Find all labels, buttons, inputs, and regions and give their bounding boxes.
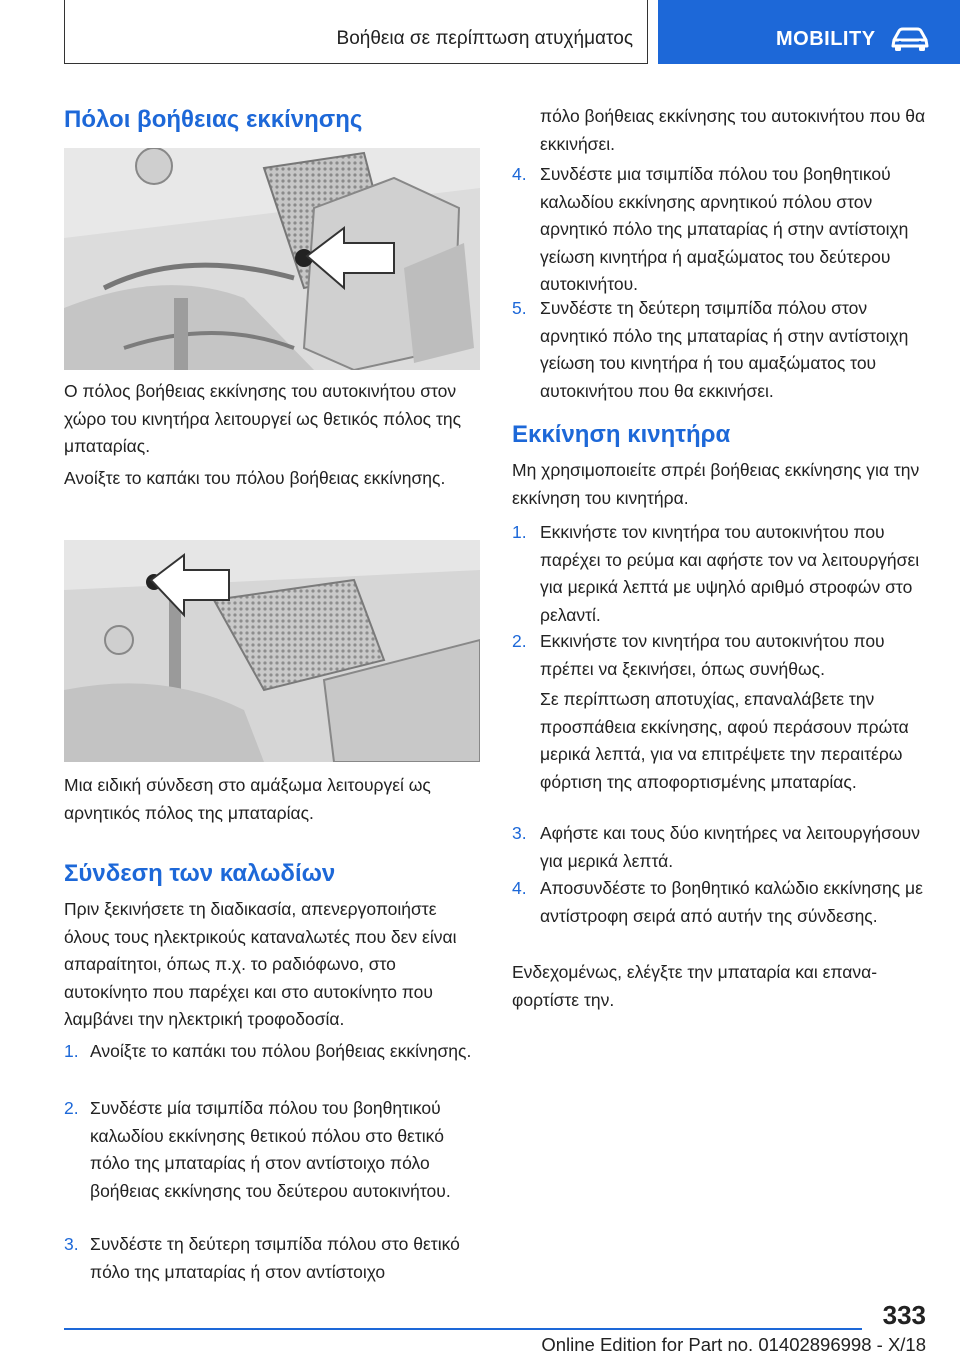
footer-divider: [64, 1328, 862, 1330]
step-text: Συνδέστε μία τσιμπίδα πόλου του βοηθητικού καλωδίου εκκίνησης θετικού πόλου στο θετικό πόλο της μπαταρίας ή στον αντίστοιχο πόλο βοήθειας εκκίνησης του δεύτερου αυτοκινήτου.: [90, 1098, 451, 1201]
step-text: Αφήστε και τους δύο κινητήρες να λειτουργήσουν για μερικά λεπτά.: [540, 823, 920, 871]
step-number: 1.: [64, 1041, 79, 1061]
paragraph-check-battery: Ενδεχομένως, ελέγξτε την μπαταρία και επαναφορτίστε την.: [512, 962, 878, 1010]
heading-jump-start-poles: Πόλοι βοήθειας εκκίνησης: [64, 106, 363, 133]
section-label: MOBILITY: [776, 28, 876, 50]
step-text: Εκκινήστε τον κινητήρα του αυτοκινήτου που παρέχει το ρεύμα και αφήστε τον να λειτουργήσει για μερικά λεπτά με υψηλό αριθμό στροφών στο ρελαντί.: [540, 522, 920, 625]
paragraph-continuation: πόλο βοήθειας εκκίνησης του αυτοκινήτου που θα εκκινήσει.: [540, 106, 926, 154]
footer-edition: Online Edition for Part no. 01402896998 - X/18: [541, 1334, 926, 1355]
heading-start-engine: Εκκίνηση κινητήρα: [512, 421, 731, 448]
paragraph-preparation: Πριν ξεκινήσετε τη διαδικασία, απενεργοποιήστε όλους τους ηλεκτρικούς καταναλωτές που δεν είναι απαραίτητοι, όπως π.χ. το ραδιόφωνο, στο αυτοκίνητο που παρέχει και στο αυτοκίνητο που λαμβάνει την ηλεκτρική τροφοδοσία.: [64, 899, 457, 1029]
paragraph-ground-point: Μια ειδική σύνδεση στο αμάξωμα λειτουργεί ως αρνητικός πόλος της μπαταρίας.: [64, 775, 431, 823]
step-number: 3.: [64, 1234, 79, 1254]
header-title-box: [64, 0, 648, 64]
step-number: 3.: [512, 823, 527, 843]
paragraph-open-cover: Ανοίξτε το καπάκι του πόλου βοήθειας εκκίνησης.: [64, 468, 446, 488]
step-text: Αποσυνδέστε το βοηθητικό καλώδιο εκκίνησης με αντίστροφη σειρά από αυτήν της σύνδεσης.: [540, 878, 923, 926]
step-text: Συνδέστε τη δεύτερη τσιμπίδα πόλου στον αρνητικό πόλο της μπαταρίας ή στην αντίστοιχη γείωση του κινητήρα ή του αμαξώματος του αυτοκινήτου που θα εκκινήσει.: [540, 298, 909, 401]
step-text: Εκκινήστε τον κινητήρα του αυτοκινήτου που πρέπει να ξεκινήσει, όπως συνήθως.: [540, 631, 885, 679]
page-number: 333: [882, 1300, 926, 1330]
step-number: 5.: [512, 298, 527, 318]
step-number: 2.: [512, 631, 527, 651]
engine-bay-positive-pole-photo: [64, 148, 480, 370]
step-number: 4.: [512, 164, 527, 184]
car-icon: [890, 26, 930, 52]
paragraph-no-spray: Μη χρησιμοποιείτε σπρέι βοήθειας εκκίνησης για την εκκίνηση του κινητήρα.: [512, 460, 920, 508]
engine-bay-ground-point-photo: [64, 540, 480, 762]
paragraph-positive-pole: Ο πόλος βοήθειας εκκίνησης του αυτοκινήτου στον χώρο του κινητήρα λειτουργεί ως θετικός πόλος της μπαταρίας.: [64, 381, 462, 456]
step-text: Συνδέστε μια τσιμπίδα πόλου του βοηθητικού καλωδίου εκκίνησης αρνητικού πόλου στον αρνητικό πόλο της μπαταρίας ή στην αντίστοιχη γείωση κινητήρα ή αμαξώματος του δεύτερου αυτοκινήτου.: [540, 164, 909, 294]
step-text: Σε περίπτωση αποτυχίας, επαναλάβετε την προσπάθεια εκκίνησης, αφού περάσουν πρώτα μερικά λεπτά, για να επιτρέψετε την περαιτέρω φόρτιση της αποφορτισμένης μπαταρίας.: [540, 689, 909, 792]
step-number: 4.: [512, 878, 527, 898]
heading-connect-cables: Σύνδεση των καλωδίων: [64, 860, 336, 887]
step-number: 1.: [512, 522, 527, 542]
step-number: 2.: [64, 1098, 79, 1118]
step-text: Ανοίξτε το καπάκι του πόλου βοήθειας εκκίνησης.: [90, 1041, 472, 1061]
step-text: Συνδέστε τη δεύτερη τσιμπίδα πόλου στο θετικό πόλο της μπαταρίας ή στον αντίστοιχο: [90, 1234, 460, 1282]
chapter-title: Βοήθεια σε περίπτωση ατυχήματος: [336, 28, 633, 49]
section-tab-mobility[interactable]: [658, 0, 960, 64]
